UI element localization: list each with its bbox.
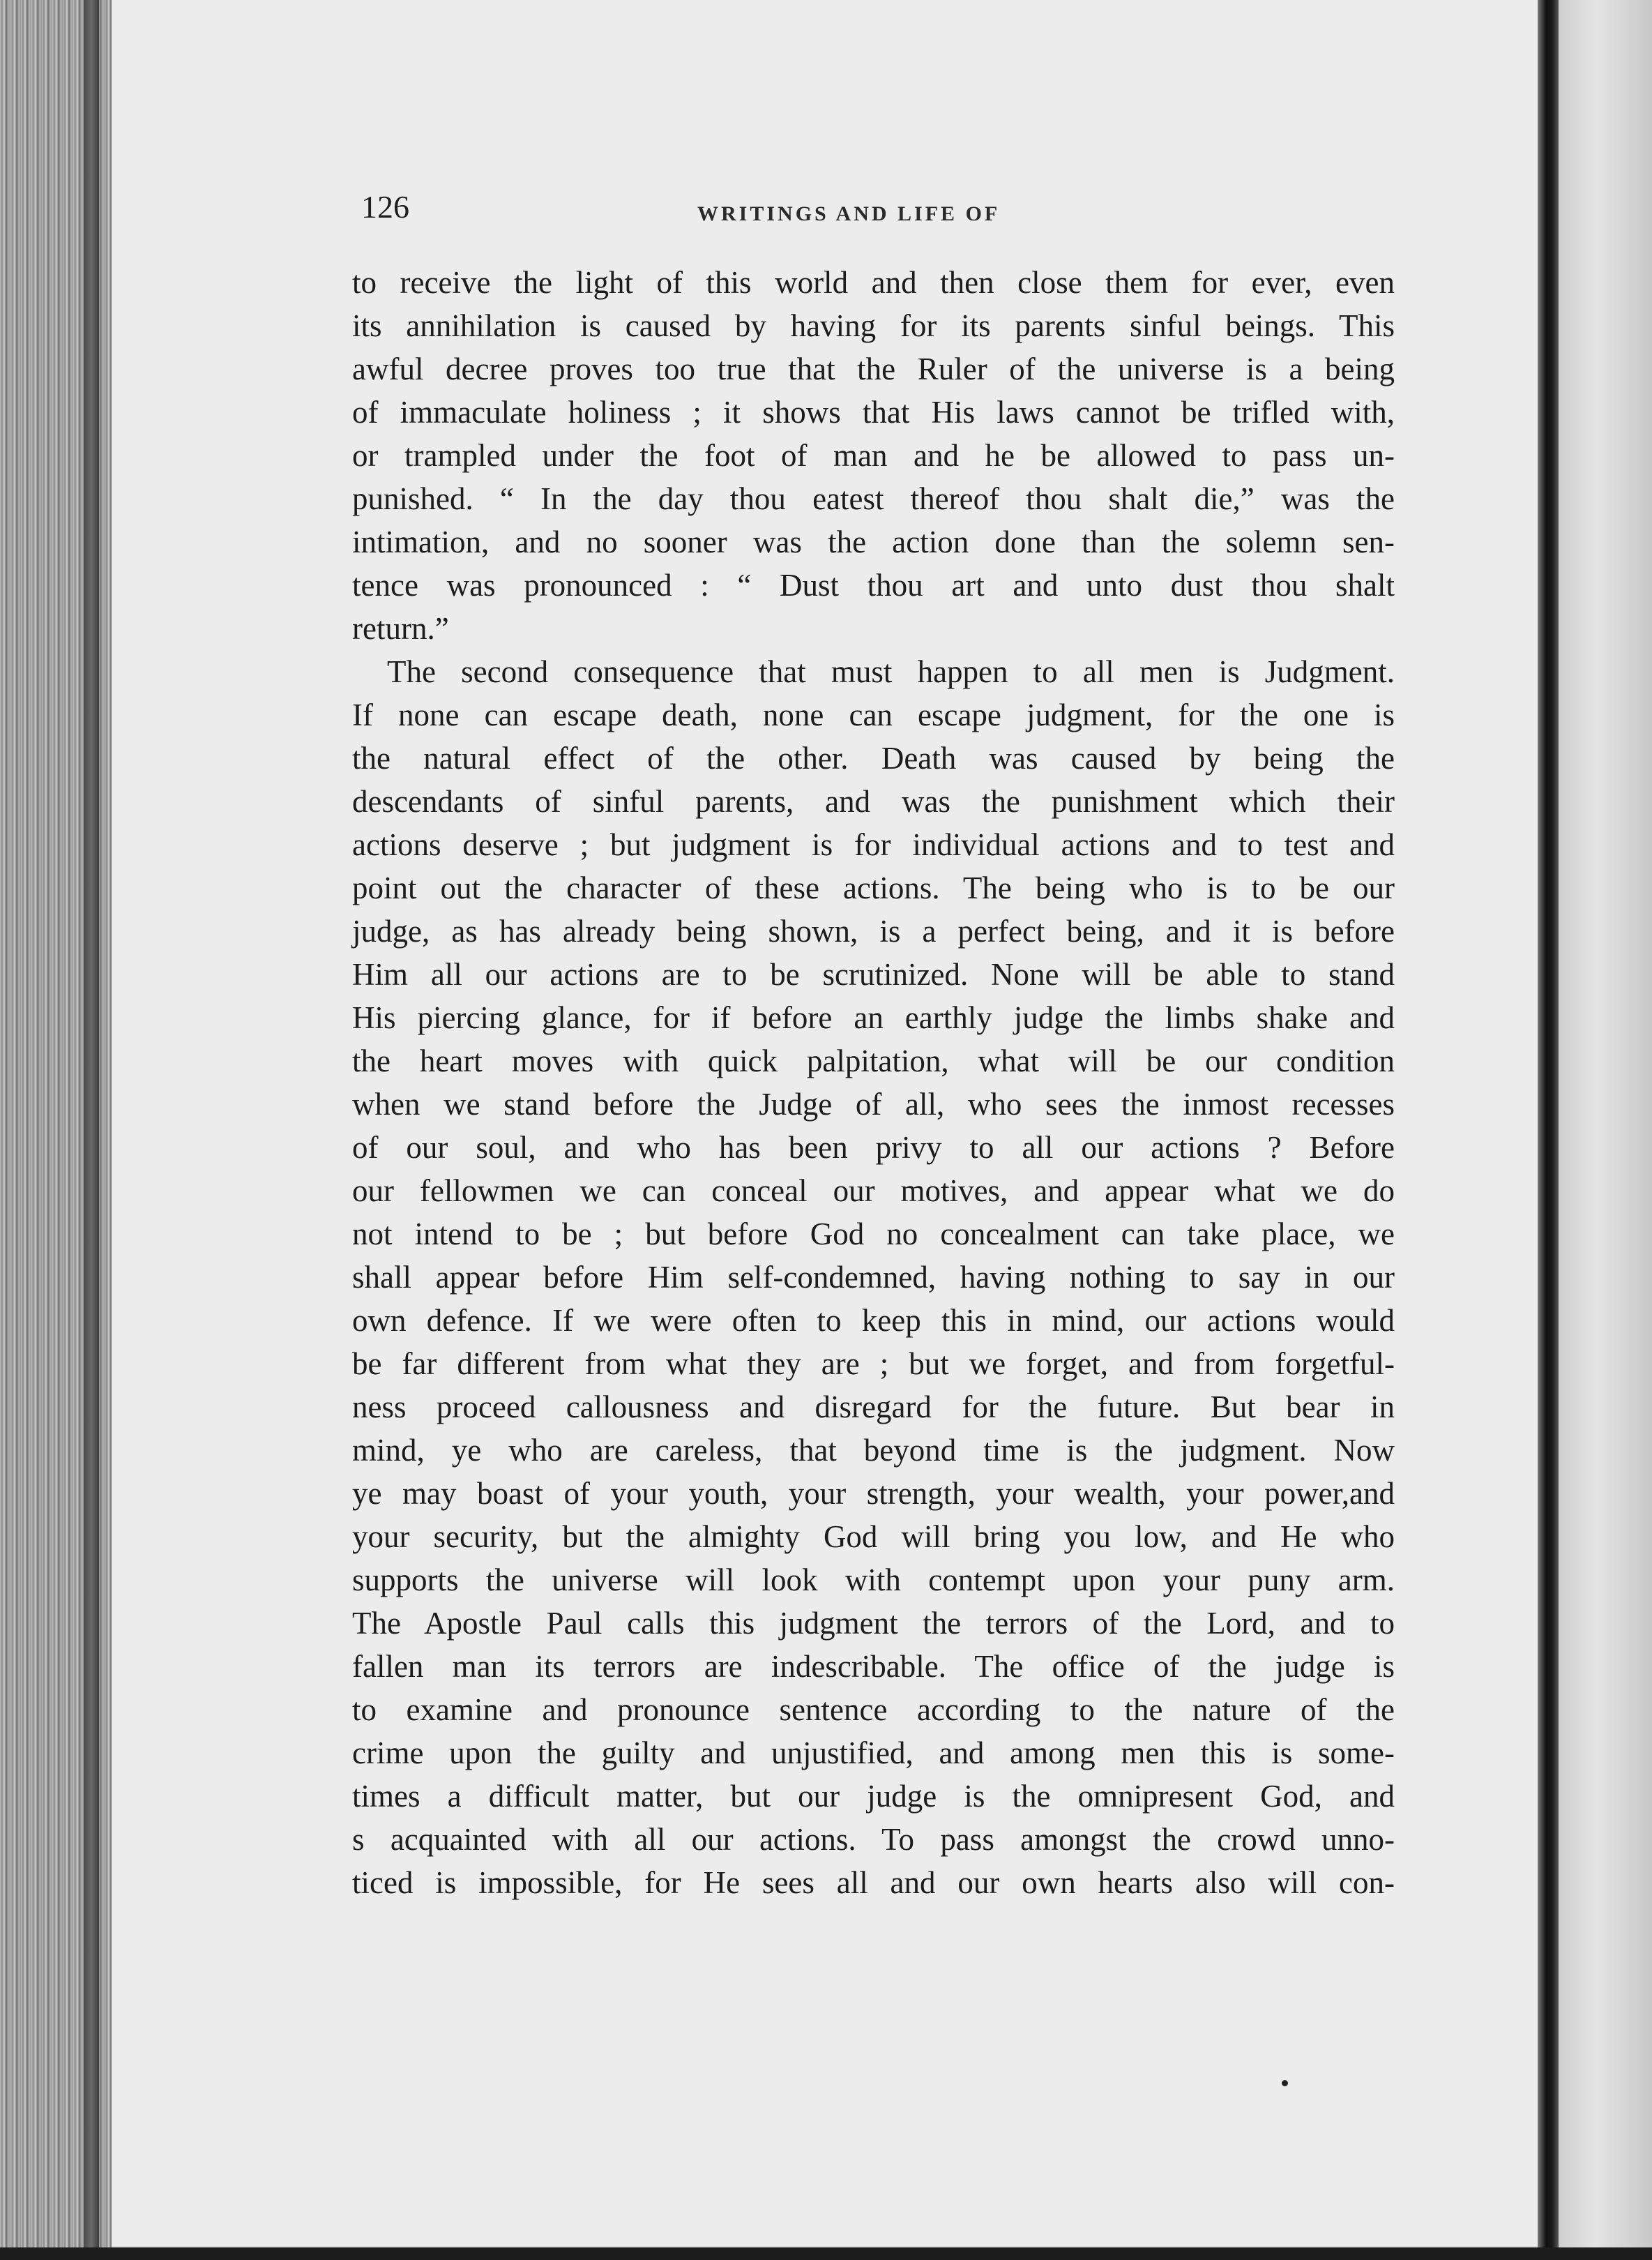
text-line: its annihilation is caused by having for its parents sinful beings. This xyxy=(352,308,1395,343)
text-line: return.” xyxy=(352,611,449,646)
paragraph-1 xyxy=(352,261,1395,650)
text-line: ticed is impossible, for He sees all and our own hearts also will con- xyxy=(352,1865,1395,1900)
scan-bottom-border xyxy=(0,2247,1652,2260)
page-body xyxy=(352,261,1395,1904)
text-line: supports the universe will look with contempt upon your puny arm. xyxy=(352,1562,1395,1597)
ink-speck xyxy=(1282,2080,1288,2086)
text-line: intimation, and no sooner was the action done than the solemn sen- xyxy=(352,525,1395,559)
text-line: The Apostle Paul calls this judgment the terrors of the Lord, and to xyxy=(352,1606,1395,1641)
text-line: tence was pronounced : “ Dust thou art and unto dust thou shalt xyxy=(352,568,1395,603)
page-number: 126 xyxy=(361,189,409,225)
text-line: Him all our actions are to be scrutinized. None will be able to stand xyxy=(352,957,1395,992)
text-line: punished. “ In the day thou eatest thereof thou shalt die,” was the xyxy=(352,481,1395,516)
text-line: ye may boast of your youth, your strength, your wealth, your power,and xyxy=(352,1476,1395,1511)
text-line: awful decree proves too true that the Ruler of the universe is a being xyxy=(352,352,1395,386)
text-line: ness proceed callousness and disregard for the future. But bear in xyxy=(352,1389,1395,1424)
text-line: not intend to be ; but before God no concealment can take place, we xyxy=(352,1216,1395,1251)
text-line: your security, but the almighty God will bring you low, and He who xyxy=(352,1519,1395,1554)
text-line: shall appear before Him self-condemned, having nothing to say in our xyxy=(352,1260,1395,1295)
paragraph-2 xyxy=(352,650,1395,1904)
text-line: s acquainted with all our actions. To pass amongst the crowd unno- xyxy=(352,1822,1395,1857)
text-line: to receive the light of this world and then close them for ever, even xyxy=(352,265,1395,300)
text-line: own defence. If we were often to keep this in mind, our actions would xyxy=(352,1303,1395,1338)
text-line: If none can escape death, none can escape judgment, for the one is xyxy=(352,698,1395,732)
text-line: mind, ye who are careless, that beyond time is the judgment. Now xyxy=(352,1433,1395,1468)
text-line: point out the character of these actions. The being who is to be our xyxy=(352,871,1395,905)
text-line: crime upon the guilty and unjustified, and among men this is some- xyxy=(352,1735,1395,1770)
text-line: the heart moves with quick palpitation, what will be our condition xyxy=(352,1044,1395,1078)
text-line: actions deserve ; but judgment is for individual actions and to test and xyxy=(352,827,1395,862)
text-line: be far different from what they are ; but we forget, and from forgetful- xyxy=(352,1346,1395,1381)
running-title: WRITINGS AND LIFE OF xyxy=(697,202,1001,225)
text-line: when we stand before the Judge of all, who sees the inmost recesses xyxy=(352,1087,1395,1122)
book-edge-shadow xyxy=(84,0,99,2260)
facing-page-edge xyxy=(1559,0,1652,2260)
text-line: our fellowmen we can conceal our motives, and appear what we do xyxy=(352,1173,1395,1208)
text-line: descendants of sinful parents, and was the punishment which their xyxy=(352,784,1395,819)
text-line: of immaculate holiness ; it shows that His laws cannot be trifled with, xyxy=(352,395,1395,430)
text-line: His piercing glance, for if before an earthly judge the limbs shake and xyxy=(352,1000,1395,1035)
text-line: to examine and pronounce sentence according to the nature of the xyxy=(352,1692,1395,1727)
book-binding-fold xyxy=(1538,0,1559,2260)
text-line: fallen man its terrors are indescribable. The office of the judge is xyxy=(352,1649,1395,1684)
text-line: of our soul, and who has been privy to all our actions ? Before xyxy=(352,1130,1395,1165)
text-line: The second consequence that must happen to all men is Judgment. xyxy=(387,654,1395,689)
text-line: judge, as has already being shown, is a perfect being, and it is before xyxy=(352,914,1395,949)
text-line: the natural effect of the other. Death was caused by being the xyxy=(352,741,1395,776)
text-line: times a difficult matter, but our judge is the omnipresent God, and xyxy=(352,1779,1395,1814)
text-line: or trampled under the foot of man and he be allowed to pass un- xyxy=(352,438,1395,473)
